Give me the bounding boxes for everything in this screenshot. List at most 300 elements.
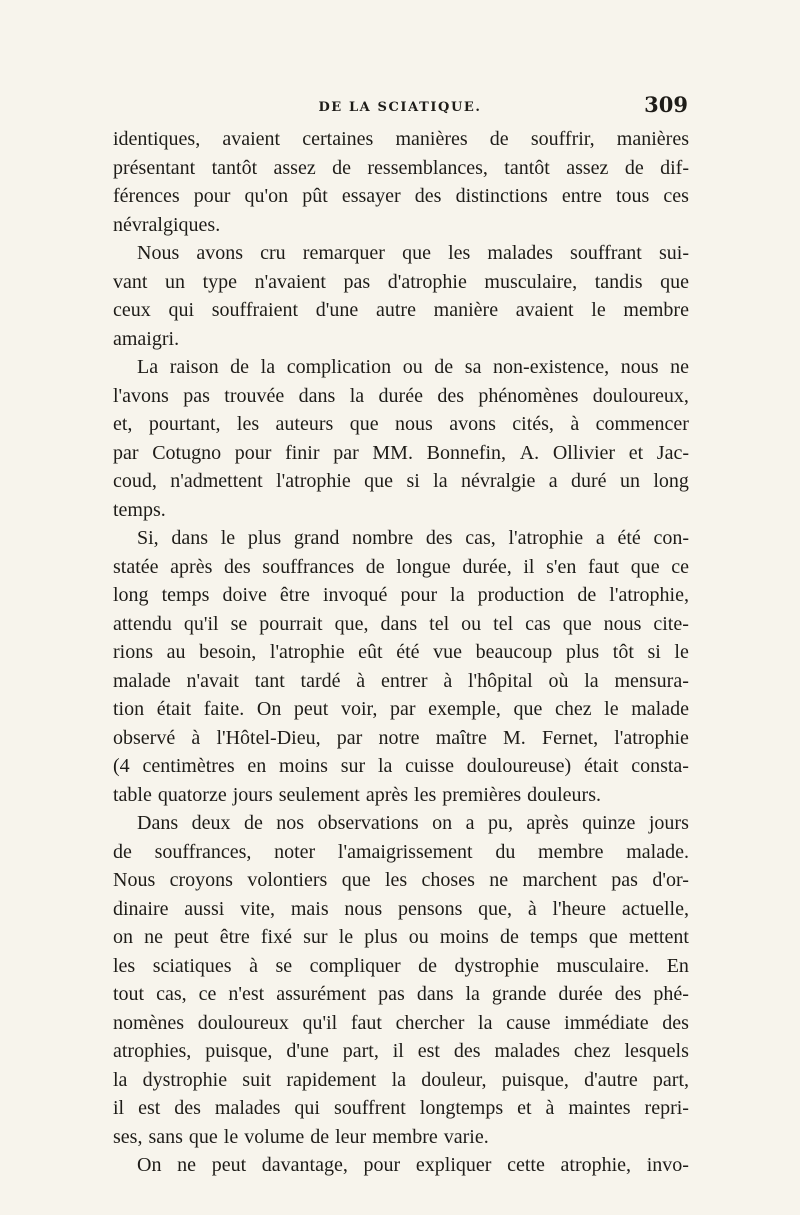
word: tantôt (211, 156, 258, 179)
word: et, (113, 413, 133, 435)
word: que (660, 270, 689, 293)
word: phénomènes (478, 384, 579, 407)
text-line (113, 268, 689, 297)
word: pour (363, 1154, 401, 1176)
word: dans (298, 384, 336, 407)
word: les (113, 954, 136, 977)
word: puisque, (501, 1068, 569, 1091)
text-line (113, 239, 689, 268)
word: avaient (515, 299, 574, 321)
word: souffrant (570, 242, 642, 264)
word: sa (464, 356, 482, 378)
word: durée (558, 983, 603, 1005)
word: dystrophie (142, 1068, 228, 1091)
word: n'est (228, 983, 265, 1005)
word: pour (400, 584, 438, 606)
word: cités, (512, 413, 554, 435)
word: douleurs. (527, 783, 601, 806)
word: douleur, (421, 1068, 487, 1091)
word: l'avons (113, 384, 169, 407)
word: cause (506, 1011, 551, 1034)
word: temps (161, 584, 210, 606)
word: plus (565, 641, 600, 663)
word: membre (538, 840, 604, 863)
word: été (396, 641, 420, 663)
word: sui- (658, 242, 689, 264)
word: s'en (546, 555, 577, 578)
text-line (113, 154, 689, 183)
word: Fernet, (541, 726, 599, 749)
word: chez (573, 1040, 611, 1062)
word: atrophies, (113, 1040, 192, 1062)
text-line (113, 439, 689, 468)
text-line (113, 296, 689, 325)
word: consta- (631, 755, 689, 777)
word: fixé (260, 926, 292, 948)
word: à (570, 413, 580, 435)
word: peut (174, 926, 209, 948)
word: à (527, 897, 537, 920)
word: nous (603, 612, 642, 635)
word: pût (302, 185, 328, 207)
word: grande (491, 983, 547, 1005)
word: vue (433, 641, 462, 663)
word: musculaire. (556, 954, 650, 977)
text-line (113, 182, 689, 211)
word: maintes (568, 1097, 631, 1119)
word: nous (344, 897, 383, 920)
word: volume (244, 1125, 305, 1148)
word: à (443, 669, 453, 692)
word: sans (148, 1125, 183, 1148)
word: d'or- (652, 869, 689, 891)
word: souffrances (262, 555, 355, 578)
word: coud, (113, 470, 157, 492)
word: raison (169, 356, 219, 378)
running-title: DE LA SCIATIQUE. (318, 100, 482, 115)
word: moins (279, 755, 328, 777)
word: premières (442, 783, 522, 806)
word: tantôt (504, 156, 550, 179)
word: ses, (113, 1125, 143, 1148)
text-line (113, 1037, 689, 1066)
word: mais (290, 897, 329, 920)
word: eût (358, 641, 383, 663)
word: volontiers (247, 869, 328, 891)
word: ressemblances, (367, 156, 488, 179)
word: notre (378, 726, 420, 749)
word: la (377, 755, 393, 777)
word: ceux (113, 299, 151, 321)
text-line (113, 895, 689, 924)
word: temps. (113, 498, 166, 521)
word: remarquer (302, 242, 385, 264)
word: de (243, 812, 263, 834)
word: moins (439, 926, 489, 948)
text-line (113, 923, 689, 952)
word: entrer (380, 669, 428, 692)
word: le (338, 926, 354, 948)
word: tel (429, 612, 450, 635)
word: statée (113, 555, 159, 578)
word: long (653, 470, 689, 492)
word: cuisse (405, 755, 455, 777)
word: n'avaient (254, 270, 326, 293)
word: besoin, (199, 641, 257, 663)
word: essayer (341, 185, 401, 207)
word: à (191, 726, 201, 749)
word: de (230, 356, 250, 378)
word: se (275, 954, 293, 977)
text-line (113, 467, 689, 496)
word: malade. (626, 840, 689, 863)
word: beaucoup (475, 641, 553, 663)
word: attendu (113, 612, 172, 635)
word: malade (631, 698, 689, 720)
word: la (584, 669, 599, 692)
word: cite- (653, 612, 689, 635)
word: être (279, 584, 310, 606)
word: Jac- (656, 441, 689, 464)
word: vite, (240, 897, 276, 920)
word: membre (372, 1125, 438, 1148)
word: pu, (487, 812, 513, 834)
word: de (332, 156, 351, 179)
word: En (666, 954, 689, 977)
word: pas (183, 384, 210, 407)
text-line (113, 325, 689, 354)
word: que (402, 242, 431, 264)
word: par (333, 441, 359, 464)
word: duré (571, 470, 607, 492)
word: type (202, 270, 237, 293)
word: ne (177, 1154, 197, 1176)
word: longtemps (419, 1097, 504, 1119)
word: d'atrophie (387, 270, 467, 293)
word: chez (554, 698, 592, 720)
text-line (113, 353, 689, 382)
word: invoqué (322, 584, 388, 606)
word: des (425, 527, 453, 549)
word: lesquels (624, 1040, 689, 1062)
word: jours (648, 812, 689, 834)
word: actuelle, (621, 897, 689, 920)
word: quinze (582, 812, 636, 834)
word: ou (408, 926, 429, 948)
word: malade (113, 669, 171, 692)
word: avons (196, 242, 244, 264)
word: suit (242, 1068, 272, 1091)
word: sur (340, 755, 366, 777)
word: tandis (594, 270, 643, 293)
word: le (591, 299, 606, 321)
word: faut (588, 555, 620, 578)
word: où (548, 669, 569, 692)
word: des (174, 1097, 201, 1119)
text-line (113, 211, 689, 240)
word: été (617, 527, 641, 549)
word: temps (529, 926, 578, 948)
word: présentant (113, 156, 196, 179)
word: complication (286, 356, 392, 378)
word: vant (113, 270, 148, 293)
word: l'atrophie (508, 527, 584, 549)
text-line (113, 980, 689, 1009)
word: est (417, 1040, 440, 1062)
word: des (414, 185, 442, 207)
text-line (113, 496, 689, 525)
word: manières (616, 128, 689, 150)
word: ou (461, 612, 482, 635)
word: en (247, 755, 267, 777)
word: souffrir, (530, 128, 595, 150)
word: pourrait (259, 612, 323, 635)
word: de (624, 156, 644, 179)
word: varie. (443, 1125, 489, 1148)
word: (4 (113, 755, 130, 777)
word: et (517, 1097, 532, 1119)
word: observations (317, 812, 419, 834)
word: n'avait (186, 669, 239, 692)
word: repri- (644, 1097, 689, 1119)
word: entre (561, 185, 602, 207)
word: tous (615, 185, 650, 207)
word: des (453, 1040, 481, 1062)
text-line (113, 125, 689, 154)
word: que (341, 869, 371, 891)
word: la (113, 1068, 128, 1091)
word: névralgiques. (113, 213, 221, 236)
word: dans (416, 983, 454, 1005)
word: avaient (222, 128, 281, 150)
word: après (365, 783, 409, 806)
word: ou (402, 356, 423, 378)
word: peut (211, 1154, 247, 1176)
word: était (156, 698, 192, 720)
text-line (113, 667, 689, 696)
word: seulement (278, 783, 360, 806)
word: durée, (462, 555, 512, 578)
body-text (113, 125, 689, 1180)
word: la (478, 1011, 493, 1034)
word: choses (421, 869, 475, 891)
word: croyons (169, 869, 233, 891)
word: que (562, 612, 592, 635)
word: On (137, 1154, 162, 1176)
word: les (414, 783, 437, 806)
word: dans (171, 527, 209, 549)
word: d'une (315, 299, 359, 321)
word: A. (519, 441, 540, 464)
word: Nous (137, 242, 180, 264)
word: était (583, 755, 619, 777)
word: sciatiques (152, 954, 232, 977)
word: la (450, 584, 465, 606)
word: mettent (628, 926, 689, 948)
word: que (630, 555, 660, 578)
word: tôt (612, 641, 634, 663)
word: assurément (276, 983, 367, 1005)
word: cas (525, 612, 551, 635)
word: ne (670, 356, 689, 378)
word: il (392, 1040, 404, 1062)
word: cru (260, 242, 286, 264)
word: le (220, 527, 236, 549)
word: compliquer (309, 954, 401, 977)
word: dans (380, 612, 418, 635)
word: qui (294, 1097, 320, 1119)
word: par (336, 726, 363, 749)
word: à (249, 954, 258, 977)
word: pour (193, 185, 231, 207)
word: ces (663, 185, 689, 207)
word: La (137, 356, 159, 378)
word: aussi (184, 897, 225, 920)
text-line (113, 1094, 689, 1123)
text-line (113, 1123, 689, 1152)
word: musculaire, (484, 270, 578, 293)
word: douloureux (197, 1011, 289, 1034)
word: production (477, 584, 565, 606)
text-line (113, 638, 689, 667)
word: que, (334, 612, 369, 635)
word: au (166, 641, 186, 663)
page-number: 309 (644, 92, 688, 117)
word: l'atrophie, (609, 584, 689, 606)
word: qu'il (183, 612, 219, 635)
word: l'atrophie (276, 470, 351, 492)
word: membre (623, 299, 689, 321)
word: que (588, 926, 618, 948)
word: douloureux, (592, 384, 689, 407)
word: après (170, 555, 213, 578)
word: pour (234, 441, 272, 464)
word: immédiate (564, 1011, 649, 1034)
word: pensons (397, 897, 463, 920)
word: cas, (465, 527, 496, 549)
word: on (432, 812, 453, 834)
word: est (138, 1097, 161, 1119)
word: a (548, 470, 558, 492)
word: Bonnefin, (426, 441, 507, 464)
word: férences (113, 185, 180, 207)
word: dinaire (113, 897, 169, 920)
word: a (465, 812, 475, 834)
word: Dans (137, 812, 179, 834)
word: commencer (595, 413, 689, 435)
word: les (236, 413, 260, 435)
word: Cotugno (152, 441, 222, 464)
word: trouvée (224, 384, 285, 407)
word: ne (489, 869, 509, 891)
word: que, (478, 897, 513, 920)
word: long (113, 584, 149, 606)
word: tion (113, 698, 145, 720)
word: si (647, 641, 661, 663)
word: MM. (372, 441, 413, 464)
word: malades (494, 1040, 560, 1062)
word: par (113, 441, 139, 464)
text-line (113, 866, 689, 895)
text-line (113, 952, 689, 981)
text-line (113, 1009, 689, 1038)
word: cette (507, 1154, 545, 1176)
word: chercher (395, 1011, 465, 1034)
word: il (113, 1097, 125, 1119)
word: Si, (137, 527, 159, 549)
word: qu'on (244, 185, 289, 207)
word: expliquer (415, 1154, 492, 1176)
word: nos (276, 812, 305, 834)
word: il (523, 555, 535, 578)
text-line (113, 752, 689, 781)
word: l'heure (552, 897, 607, 920)
word: être (219, 926, 250, 948)
word: d'une (286, 1040, 329, 1062)
word: grand (293, 527, 340, 549)
word: se (230, 612, 248, 635)
word: Nous (113, 869, 156, 891)
word: sur (303, 926, 328, 948)
word: manières (395, 128, 468, 150)
word: après (526, 812, 569, 834)
word: phé- (653, 983, 689, 1005)
word: névralgie (460, 470, 536, 492)
word: la (465, 983, 480, 1005)
word: rapidement (286, 1068, 377, 1091)
word: cas, (156, 983, 187, 1005)
word: deux (191, 812, 231, 834)
word: plus (364, 926, 398, 948)
word: tardé (300, 669, 341, 692)
word: l'atrophie (614, 726, 689, 749)
word: durée (378, 384, 423, 407)
word: que (349, 413, 379, 435)
text-line (113, 610, 689, 639)
word: la (260, 356, 276, 378)
word: l'amaigrissement (337, 840, 473, 863)
word: mensura- (614, 669, 689, 692)
word: jours (232, 783, 273, 806)
word: ce (671, 555, 689, 578)
word: con- (653, 527, 689, 549)
word: le (223, 1125, 239, 1148)
word: et (628, 441, 644, 464)
word: de (434, 356, 454, 378)
word: de (310, 1125, 330, 1148)
text-line (113, 1066, 689, 1095)
word: dystrophie (454, 954, 539, 977)
word: pas (378, 983, 405, 1005)
word: on (113, 926, 133, 948)
text-line (113, 553, 689, 582)
word: souffrent (333, 1097, 406, 1119)
word: voir, (340, 698, 378, 720)
word: l'atrophie (269, 641, 345, 663)
word: pas (611, 869, 638, 891)
word: longue (396, 555, 451, 578)
word: part, (652, 1068, 689, 1091)
word: peut (293, 698, 329, 720)
word: exemple, (428, 698, 501, 720)
word: des (614, 983, 642, 1005)
text-line (113, 809, 689, 838)
word: puisque, (205, 1040, 273, 1062)
word: que (364, 470, 394, 492)
word: les (384, 869, 408, 891)
word: à (356, 669, 366, 692)
word: finir (285, 441, 320, 464)
